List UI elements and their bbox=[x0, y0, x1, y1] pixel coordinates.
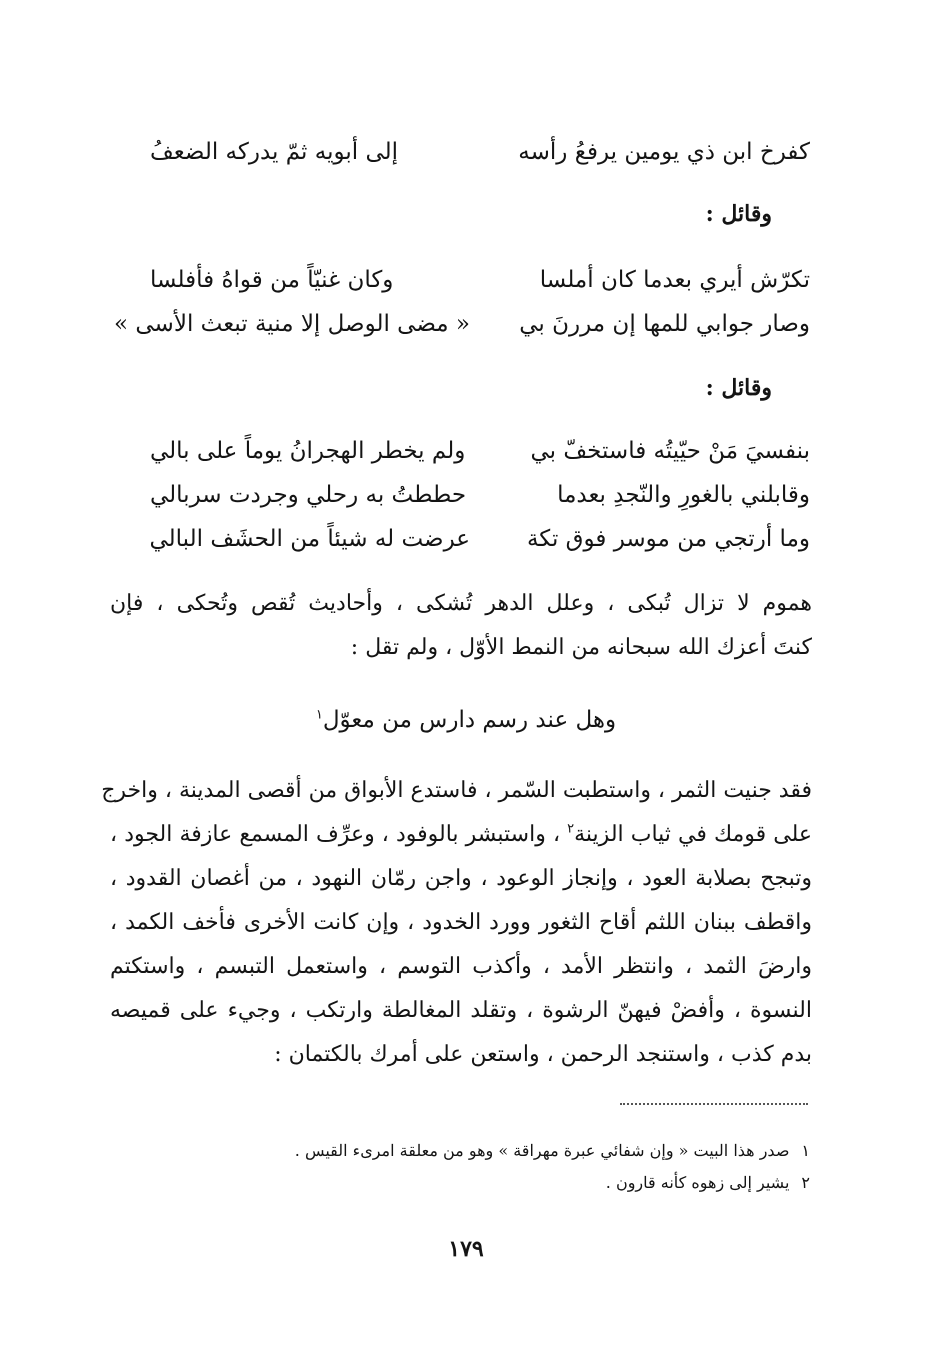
paragraph-line: وتبجح بصلابة العود ، وإنجاز الوعود ، واجن رمّان النهود ، من أغصان القدود ، bbox=[110, 866, 812, 891]
footnote-number: ٢ bbox=[801, 1173, 810, 1192]
verse-line bbox=[150, 475, 810, 515]
footnote-text: صدر هذا البيت « وإن شفائي عبرة مهراقة » وهو من معلقة امرىء القيس . bbox=[294, 1141, 790, 1160]
verse-first-hemistich: وما أرتجي من موسر فوق تكة bbox=[526, 526, 810, 552]
paragraph-line: فقد جنيت الثمر ، واستطبت السّمر ، فاستدع الأبواق من أقصى المدينة ، واخرج bbox=[101, 778, 812, 803]
paragraph-line: وارضَ الثمد ، وانتظر الأمد ، وأكذب التوسم ، واستعمل التبسم ، واستكتم bbox=[110, 954, 812, 979]
verse-first-hemistich: تكرّش أيري بعدما كان أملسا bbox=[539, 267, 810, 293]
verse-second-hemistich: عرضت له شيئاً من الحشَف البالي bbox=[149, 526, 470, 552]
verse-second-hemistich: « مضى الوصل إلا منية تبعث الأسى » bbox=[114, 311, 470, 337]
verse-line bbox=[114, 304, 810, 344]
verse-first-hemistich: كفرخ ابن ذي يومين يرفعُ رأسه bbox=[518, 139, 810, 165]
verse-first-hemistich: بنفسيَ مَنْ حيّيتُه فاستخفّ بي bbox=[530, 438, 810, 464]
footnote-separator bbox=[620, 1103, 808, 1105]
paragraph-line: هموم لا تزال تُبكى ، وعلل الدهر تُشكى ، وأحاديث تُقص وتُحكى ، فإن bbox=[110, 591, 812, 616]
verse-second-hemistich: حططتُ به رحلي وجردت سربالي bbox=[150, 482, 467, 508]
verse-line bbox=[150, 431, 810, 471]
footnote-marker: ١ bbox=[315, 707, 323, 723]
verse-line bbox=[150, 132, 810, 172]
paragraph-line: واقطف ببنان اللثم أقاح الثغور وورد الخدود ، وإن كانت الأخرى فأخف الكمد ، bbox=[110, 910, 812, 935]
verse-line bbox=[150, 260, 810, 300]
verse-second-hemistich: وكان غنيّاً من قواهُ فأفلسا bbox=[150, 267, 394, 293]
speaker-label: وقائل : bbox=[705, 375, 772, 401]
footnote-number: ١ bbox=[801, 1141, 810, 1160]
footnote-marker: ٢ bbox=[567, 821, 575, 837]
footnote bbox=[295, 1138, 810, 1164]
paragraph-line: بدم كذب ، واستنجد الرحمن ، واستعن على أمرك بالكتمان : bbox=[274, 1042, 812, 1067]
footnote-text: يشير إلى زهوه كأنه قارون . bbox=[605, 1173, 790, 1192]
paragraph-line-rest: ، واستبشر بالوفود ، وعرِّف المسمع عازفة الجود ، bbox=[110, 822, 568, 847]
quoted-verse-text: وهل عند رسم دارس من معوّل bbox=[322, 707, 617, 733]
paragraph-line: النسوة ، وأفضْ فيهنّ الرشوة ، وتقلد المغالطة وارتكب ، وجيء على قميصه bbox=[110, 998, 812, 1023]
quoted-verse bbox=[0, 700, 932, 740]
verse-first-hemistich: وقابلني بالغورِ والنّجدِ بعدما bbox=[557, 482, 810, 508]
paragraph-line bbox=[110, 814, 812, 856]
page-number: ١٧٩ bbox=[448, 1236, 484, 1262]
paragraph-line-start: على قومك في ثياب الزينة bbox=[574, 822, 812, 847]
verse-second-hemistich: إلى أبويه ثمّ يدركه الضعفُ bbox=[150, 139, 399, 165]
verse-second-hemistich: ولم يخطر الهجرانُ يوماً على بالي bbox=[150, 438, 466, 464]
footnote bbox=[606, 1170, 810, 1196]
paragraph-line: كنتَ أعزك الله سبحانه من النمط الأوّل ، ولم تقل : bbox=[350, 635, 812, 660]
verse-line bbox=[150, 519, 810, 559]
speaker-label: وقائل : bbox=[705, 201, 772, 227]
verse-first-hemistich: وصار جوابي للمها إن مررنَ بي bbox=[519, 311, 810, 337]
